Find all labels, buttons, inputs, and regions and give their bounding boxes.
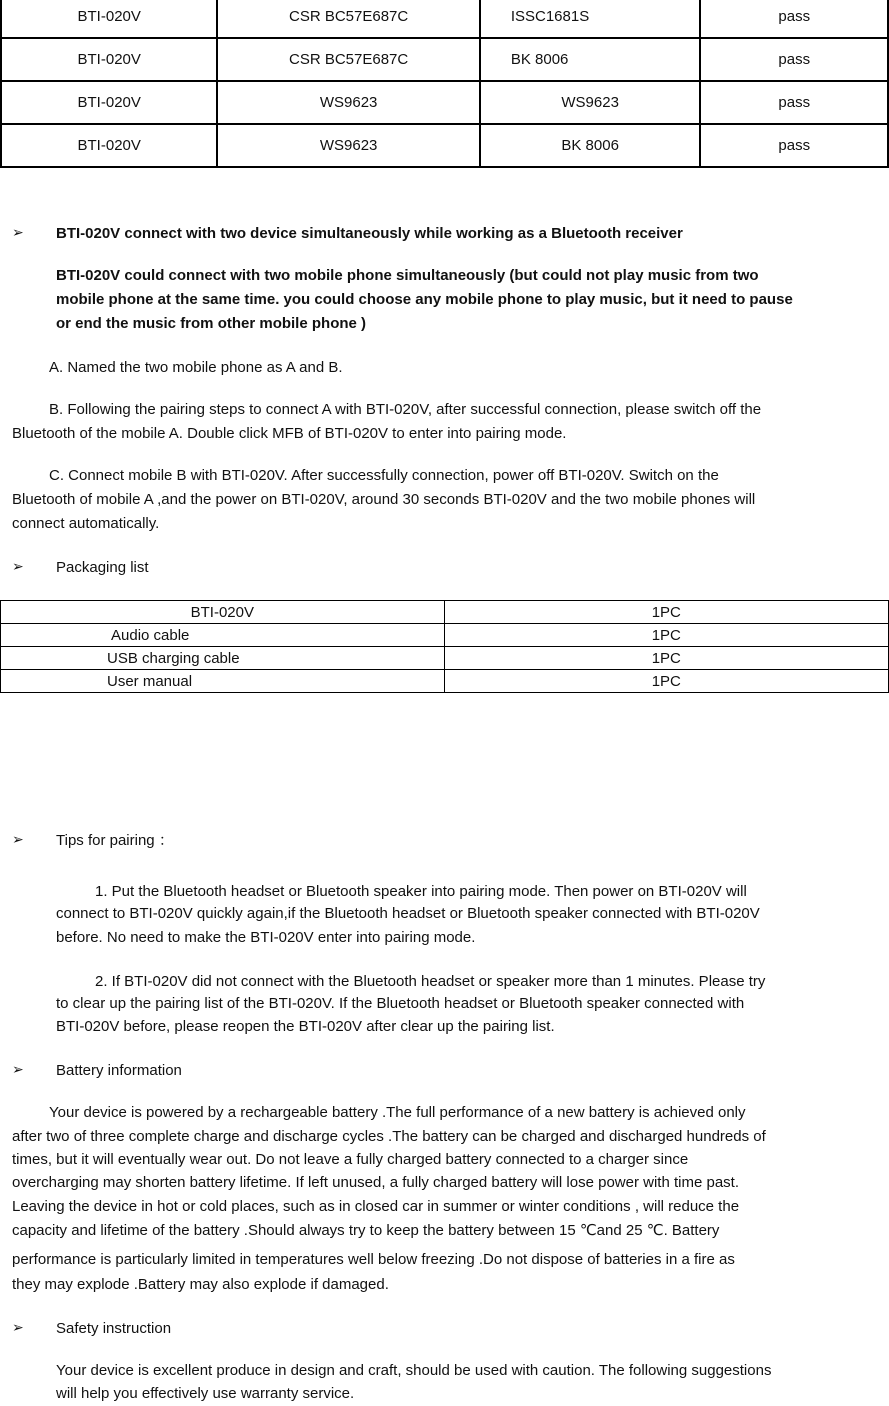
table-cell: BTI-020V <box>1 124 217 167</box>
table-cell: WS9623 <box>480 81 701 124</box>
table-cell: User manual <box>1 670 445 693</box>
tip-2-line: 2. If BTI-020V did not connect with the Bluetooth headset or speaker more than 1 minutes. Please try <box>95 973 766 990</box>
compatibility-table <box>0 0 889 168</box>
table-cell: BTI-020V <box>1 0 217 38</box>
table-cell: 1PC <box>444 601 888 624</box>
step-b-line: B. Following the pairing steps to connect A with BTI-020V, after successful connection, please switch off the <box>49 401 762 418</box>
battery-line: Your device is powered by a rechargeable battery .The full performance of a new battery is achieved only <box>49 1104 746 1121</box>
tip-2-line: to clear up the pairing list of the BTI-020V. If the Bluetooth headset or Bluetooth speaker connected with <box>56 995 745 1012</box>
table-cell: WS9623 <box>217 81 479 124</box>
tip-1-line: connect to BTI-020V quickly again,if the Bluetooth headset or Bluetooth speaker connected with BTI-020V <box>56 905 760 922</box>
battery-line: after two of three complete charge and discharge cycles .The battery can be charged and discharged hundreds of <box>12 1128 766 1145</box>
table-cell: BTI-020V <box>1 81 217 124</box>
tip-1-line: 1. Put the Bluetooth headset or Bluetooth speaker into pairing mode. Then power on BTI-020V will <box>95 883 747 900</box>
table-cell: 1PC <box>444 624 888 647</box>
table-row <box>1 0 888 38</box>
bullet-arrow-icon: ➢ <box>12 1061 24 1077</box>
table-cell: BK 8006 <box>480 38 701 81</box>
table-row <box>1 647 889 670</box>
section-heading-tips: Tips for pairing ： <box>56 832 174 849</box>
bullet-arrow-icon: ➢ <box>12 224 24 240</box>
table-row <box>1 601 889 624</box>
table-cell: CSR BC57E687C <box>217 38 479 81</box>
table-cell: pass <box>700 81 888 124</box>
tip-1-line: before. No need to make the BTI-020V enter into pairing mode. <box>56 929 476 946</box>
bullet-arrow-icon: ➢ <box>12 1319 24 1335</box>
safety-line: will help you effectively use warranty service. <box>56 1385 355 1402</box>
table-cell: BTI-020V <box>1 38 217 81</box>
table-cell: CSR BC57E687C <box>217 0 479 38</box>
battery-line: overcharging may shorten battery lifetime. If left unused, a fully charged battery will lose power with time past. <box>12 1174 740 1191</box>
tip-2-line: BTI-020V before, please reopen the BTI-020V after clear up the pairing list. <box>56 1018 555 1035</box>
table-cell: pass <box>700 0 888 38</box>
packaging-table <box>0 600 889 693</box>
table-row <box>1 124 888 167</box>
section-heading-packaging: Packaging list <box>56 559 149 576</box>
dual-note-line: or end the music from other mobile phone ) <box>56 315 367 332</box>
table-cell: pass <box>700 38 888 81</box>
table-cell: pass <box>700 124 888 167</box>
bullet-arrow-icon: ➢ <box>12 831 24 847</box>
step-c-line: Bluetooth of mobile A ,and the power on BTI-020V, around 30 seconds BTI-020V and the two mobile phones will <box>12 491 756 508</box>
section-heading-battery: Battery information <box>56 1062 182 1079</box>
table-row <box>1 38 888 81</box>
table-cell: Audio cable <box>1 624 445 647</box>
table-row <box>1 624 889 647</box>
step-a: A. Named the two mobile phone as A and B. <box>49 359 343 376</box>
table-row <box>1 81 888 124</box>
step-c-line: C. Connect mobile B with BTI-020V. After successfully connection, power off BTI-020V. Switch on the <box>49 467 719 484</box>
table-cell: 1PC <box>444 670 888 693</box>
battery-line: times, but it will eventually wear out. Do not leave a fully charged battery connected to a charger since <box>12 1151 689 1168</box>
battery-line: they may explode .Battery may also explode if damaged. <box>12 1276 389 1293</box>
table-cell: ISSC1681S <box>480 0 701 38</box>
section-heading-dual: BTI-020V connect with two device simultaneously while working as a Bluetooth receiver <box>56 225 683 242</box>
table-cell: USB charging cable <box>1 647 445 670</box>
table-row <box>1 670 889 693</box>
battery-line: performance is particularly limited in temperatures well below freezing .Do not dispose of batteries in a fire as <box>12 1251 735 1268</box>
section-heading-safety: Safety instruction <box>56 1320 172 1337</box>
step-b-line: Bluetooth of the mobile A. Double click MFB of BTI-020V to enter into pairing mode. <box>12 425 567 442</box>
table-cell: WS9623 <box>217 124 479 167</box>
battery-line: capacity and lifetime of the battery .Should always try to keep the battery between 15 ℃and 25 ℃. Battery <box>12 1222 720 1239</box>
dual-note-line: BTI-020V could connect with two mobile phone simultaneously (but could not play music from two <box>56 267 759 284</box>
step-c-line: connect automatically. <box>12 515 160 532</box>
table-cell: BK 8006 <box>480 124 701 167</box>
safety-line: Your device is excellent produce in design and craft, should be used with caution. The following suggestions <box>56 1362 772 1379</box>
table-cell: 1PC <box>444 647 888 670</box>
bullet-arrow-icon: ➢ <box>12 558 24 574</box>
battery-line: Leaving the device in hot or cold places, such as in closed car in summer or winter conditions , will reduce the <box>12 1198 740 1215</box>
table-cell: BTI-020V <box>1 601 445 624</box>
dual-note-line: mobile phone at the same time. you could choose any mobile phone to play music, but it need to pause <box>56 291 793 308</box>
